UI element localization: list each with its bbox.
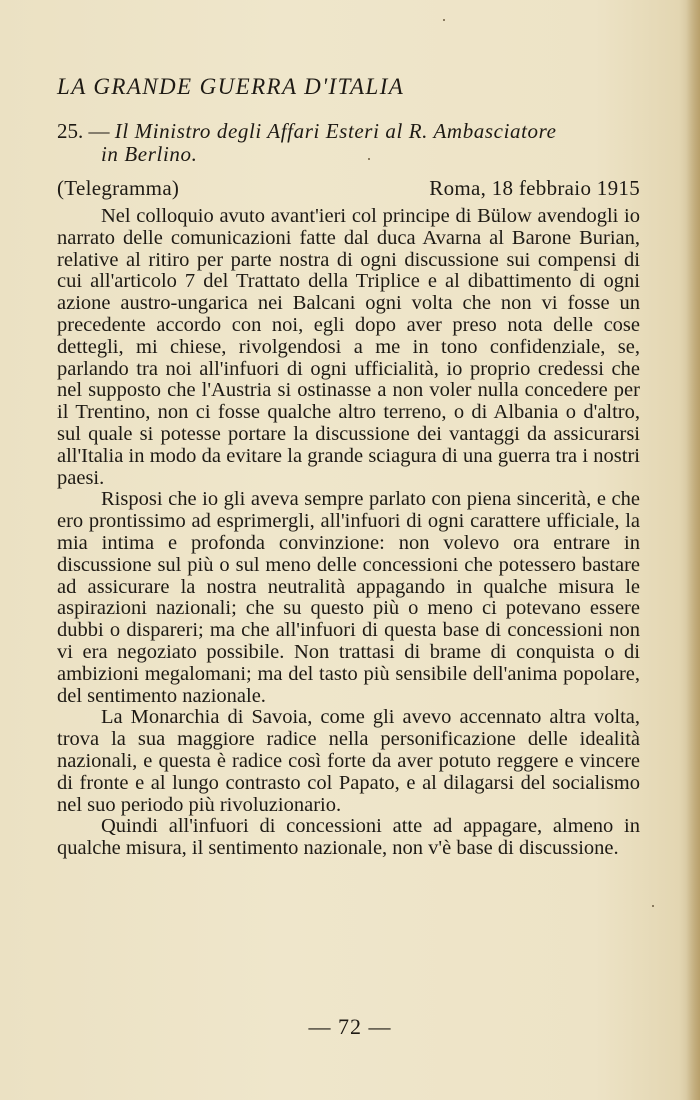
paragraph: La Monarchia di Savoia, come gli avevo accennato altra volta, trova la sua maggiore radice nella personificazione delle idealità nazionali, e questa è radice così forte da aver potuto reggere e vincere di fronte e al lungo contrasto col Papato, e al dilagarsi del socialismo nel suo periodo più rivoluzionario. [57,706,640,816]
paper-speck [652,905,654,907]
document-title-line2: in Berlino. [101,142,198,166]
document-heading [57,120,647,166]
body-text [57,206,640,860]
document-meta [57,176,640,201]
place-date: Roma, 18 febbraio 1915 [429,176,640,200]
paragraph: Nel colloquio avuto avant'ieri col principe di Bülow avendogli io narrato delle comunicazioni fatte dal duca Avarna al Barone Burian, relative al ritiro per parte nostra di ogni discussione sui compensi di cui all'articolo 7 del Trattato della Triplice e al dibattimento di ogni azione austro-ungarica nei Balcani ogni volta che non vi fosse un precedente accordo con noi, egli dopo aver preso nota delle cose dettegli, mi chiese, rivolgendosi a me in tono confidenziale, se, parlando tra noi all'infuori di ogni ufficialità, io proprio credessi che nel supposto che l'Austria si ostinasse a non voler nulla concedere per il Trentino, non ci fosse qualche altro terreno, o di Albania o d'altro, sul quale si potesse portare la discussione dei vantaggi da assicurarsi all'Italia in modo da evitare la grande sciagura di una guerra tra i nostri paesi. [57,205,640,489]
paragraph: Risposi che io gli aveva sempre parlato con piena sincerità, e che ero prontissimo ad esprimergli, all'infuori di ogni carattere ufficiale, la mia intima e profonda convinzione: non volevo ora entrare in discussione sul più o sul meno delle concessioni che potessero bastare ad assicurare la nostra neutralità appagando in qualche misura le aspirazioni nazionali; che su questo più o meno ci potevano essere dubbi o dispareri; ma che all'infuori di questa base di concessioni non vi era negoziato possibile. Non trattasi di brame di conquista o di ambizioni megalomani; ma del tasto più sensibile dell'anima popolare, del sentimento nazionale. [57,488,640,707]
document-type: (Telegramma) [57,176,180,200]
paragraph: Quindi all'infuori di concessioni atte ad appagare, almeno in qualche misura, il sentimento nazionale, non v'è base di discussione. [57,815,640,860]
running-header: LA GRANDE GUERRA D'ITALIA [57,74,405,99]
page-number: — 72 — [308,1014,392,1039]
paper-speck [443,19,445,21]
document-number: 25. — [57,119,110,143]
document-title-line1: Il Ministro degli Affari Esteri al R. Ambasciatore [114,119,557,143]
page-edge-shadow [686,0,700,1100]
